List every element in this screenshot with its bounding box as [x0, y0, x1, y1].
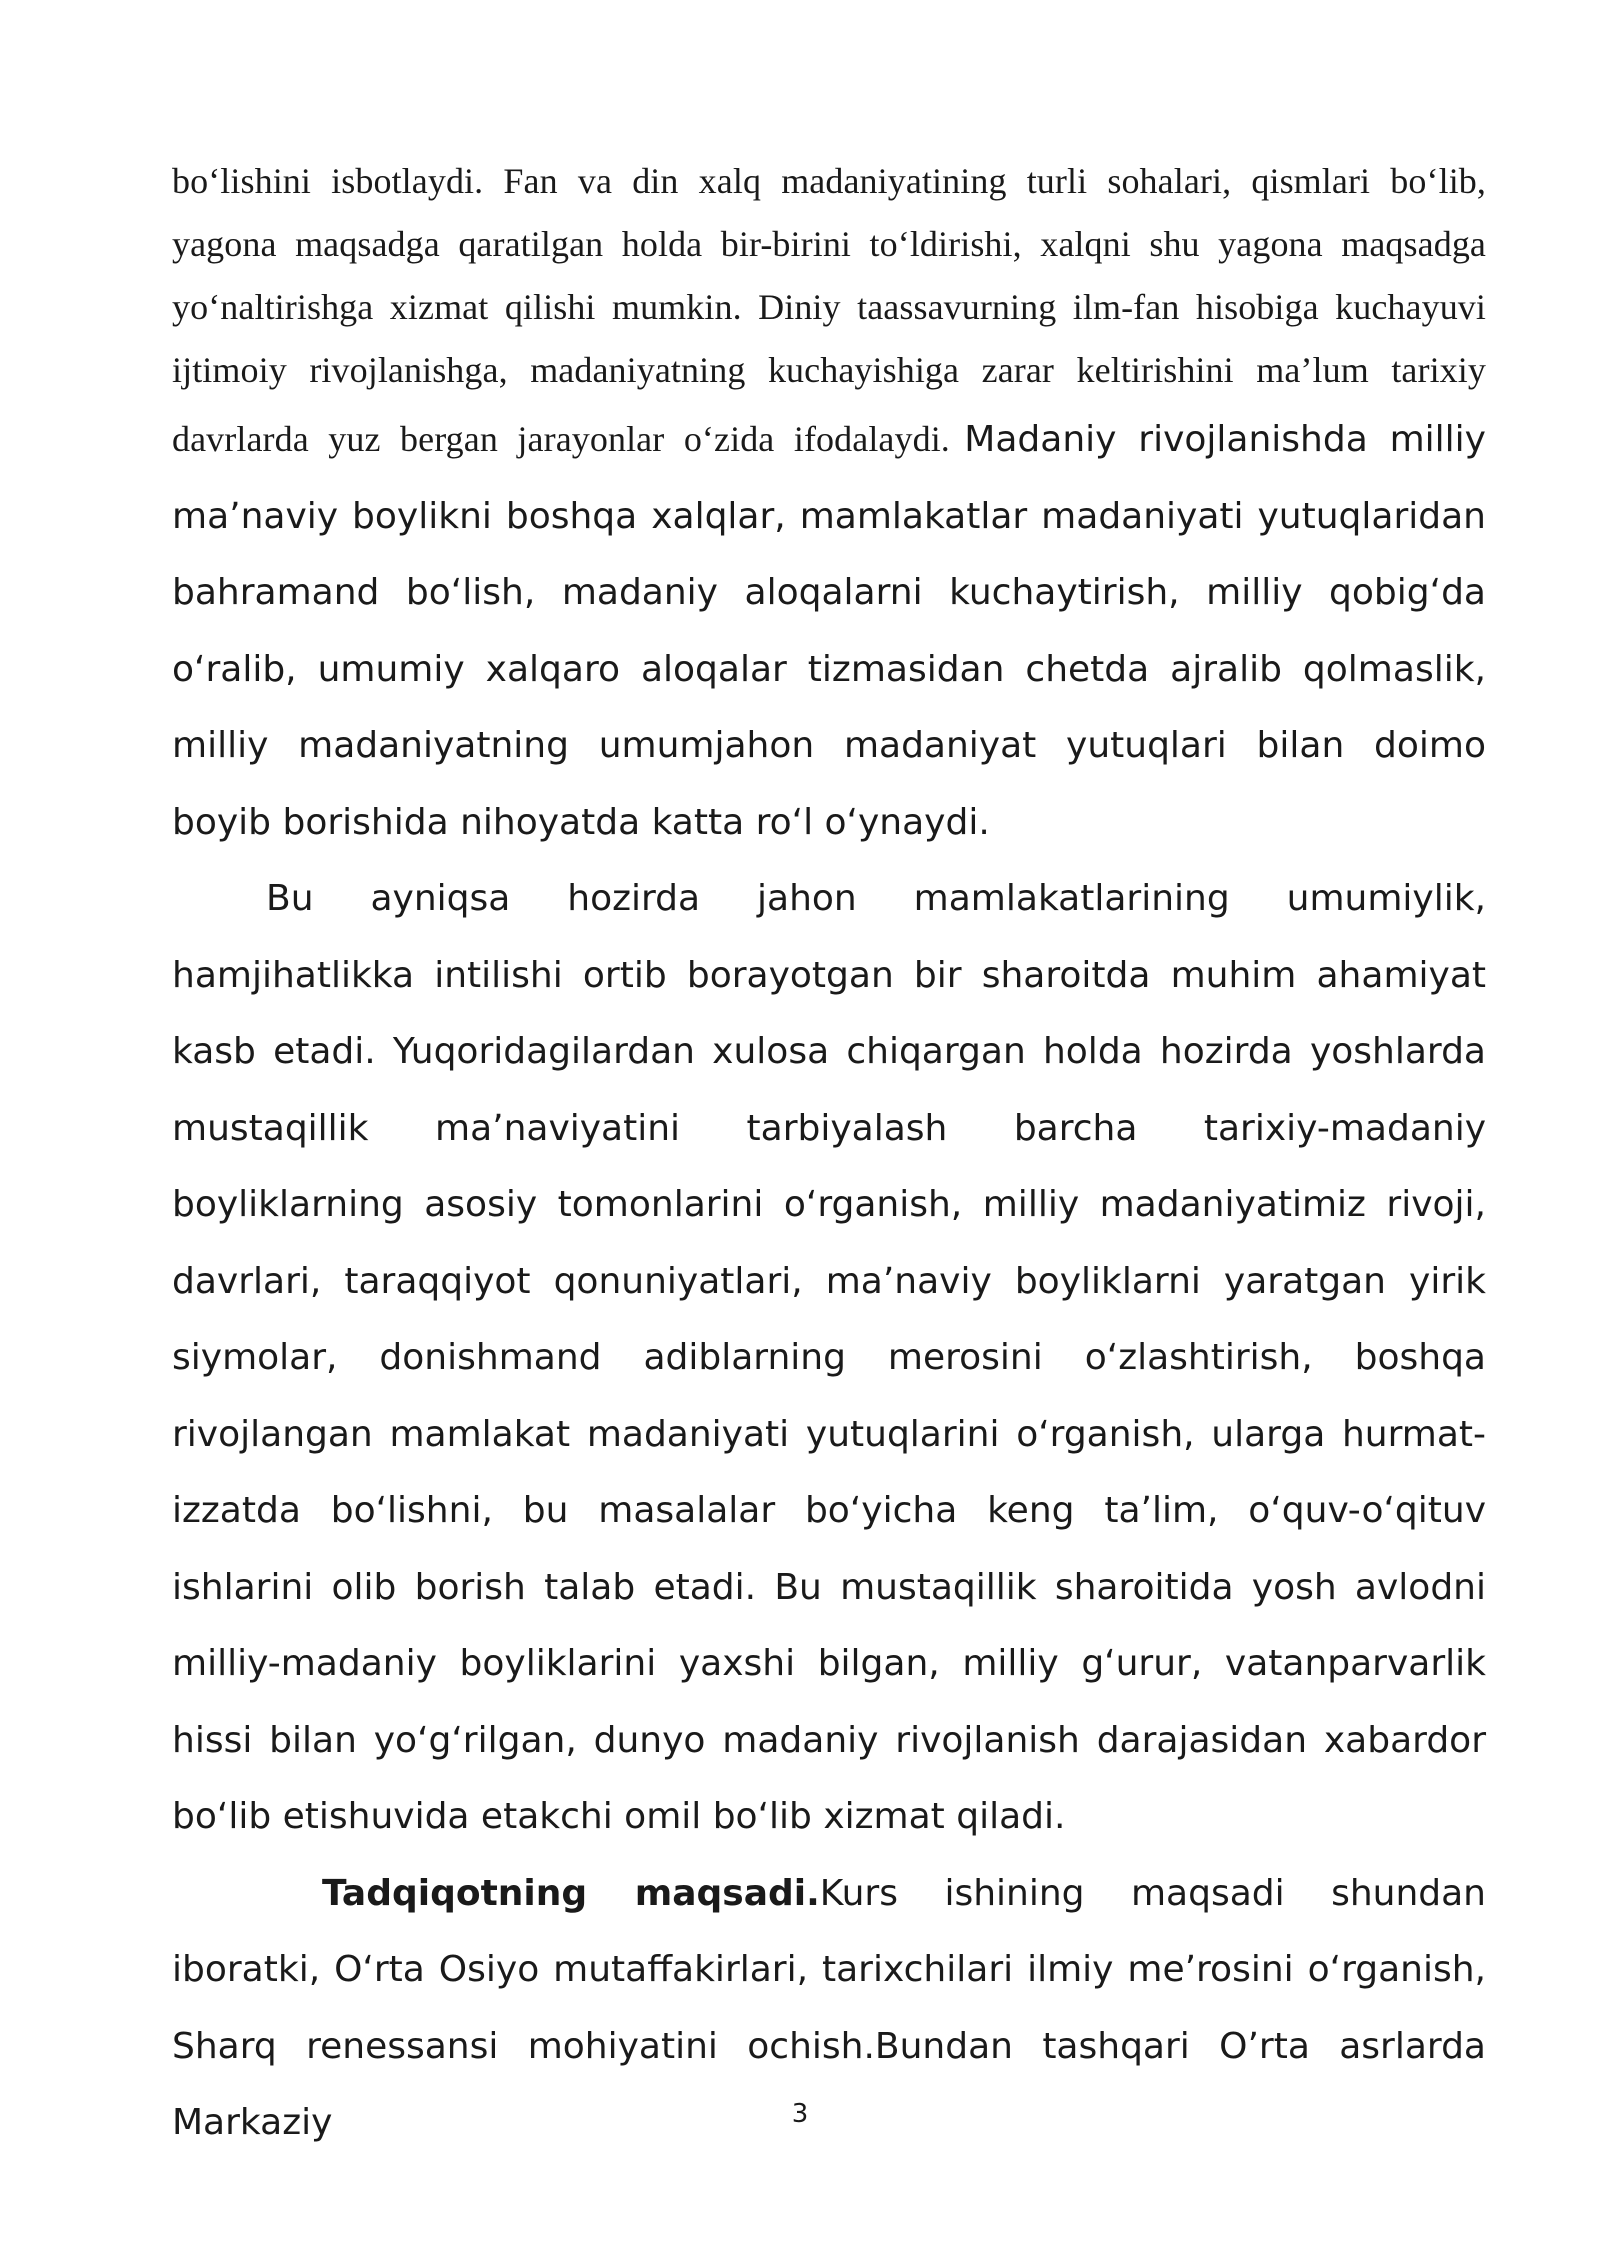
page-number: 3 [791, 2099, 809, 2129]
research-goal-heading: Tadqiqotning maqsadi. [322, 1872, 820, 1914]
research-goal-text: Kurs ishining maqsadi shundan iboratki, O‘rta Osiyo mutaffakirlari, tarixchilari ilmiy me’rosini o‘rganish, Sharq renessansi mohiyatini ochish.Bundan tashqari O’rta asrlarda Markaziy [172, 1872, 1486, 2143]
paragraph-intro-sans-text: Madaniy rivojlanishda milliy ma’naviy boylikni boshqa xalqlar, mamlakatlar madaniyati yutuqlaridan bahramand bo‘lish, madaniy aloqalarni kuchaytirish, milliy qobig‘da o‘ralib, umumiy xalqaro aloqalar tizmasidan chetda ajralib qolmaslik, milliy madaniyatning umumjahon madaniyat yutuqlari bilan doimo boyib borishida nihoyatda katta ro‘l o‘ynaydi. [172, 419, 1486, 843]
page-content [172, 150, 1486, 2162]
paragraph-intro [172, 150, 1486, 861]
paragraph-modern-context: Bu ayniqsa hozirda jahon mamlakatlarining umumiylik, hamjihatlikka intilishi ortib borayotgan bir sharoitda muhim ahamiyat kasb etadi. Yuqoridagilardan xulosa chiqargan holda hozirda yoshlarda mustaqillik ma’naviyatini tarbiyalash barcha tarixiy-madaniy boyliklarning asosiy tomonlarini o‘rganish, milliy madaniyatimiz rivoji, davrlari, taraqqiyot qonuniyatlari, ma’naviy boyliklarni yaratgan yirik siymolar, donishmand adiblarning merosini o‘zlashtirish, boshqa rivojlangan mamlakat madaniyati yutuqlarini o‘rganish, ularga hurmat- izzatda bo‘lishni, bu masalalar bo‘yicha keng ta’lim, o‘quv-o‘qituv ishlarini olib borish talab etadi. Bu mustaqillik sharoitida yosh avlodni milliy-madaniy boyliklarini yaxshi bilgan, milliy g‘urur, vatanparvarlik hissi bilan yo‘g‘rilgan, dunyo madaniy rivojlanish darajasidan xabardor bo‘lib etishuvida etakchi omil bo‘lib xizmat qiladi. [172, 878, 1486, 1837]
paragraph-intro-serif-text: bo‘lishini isbotlaydi. Fan va din xalq madaniyatining turli sohalari, qismlari bo‘lib, yagona maqsadga qaratilgan holda bir-birini to‘ldirishi, xalqni shu yagona maqsadga yo‘naltirishga xizmat qilishi mumkin. Diniy taassavurning ilm-fan hisobiga kuchayuvi ijtimoiy rivojlanishga, madaniyatning kuchayishiga zarar keltirishini ma’lum tarixiy davrlarda yuz bergan jarayonlar o‘zida ifodalaydi. [172, 161, 1486, 459]
